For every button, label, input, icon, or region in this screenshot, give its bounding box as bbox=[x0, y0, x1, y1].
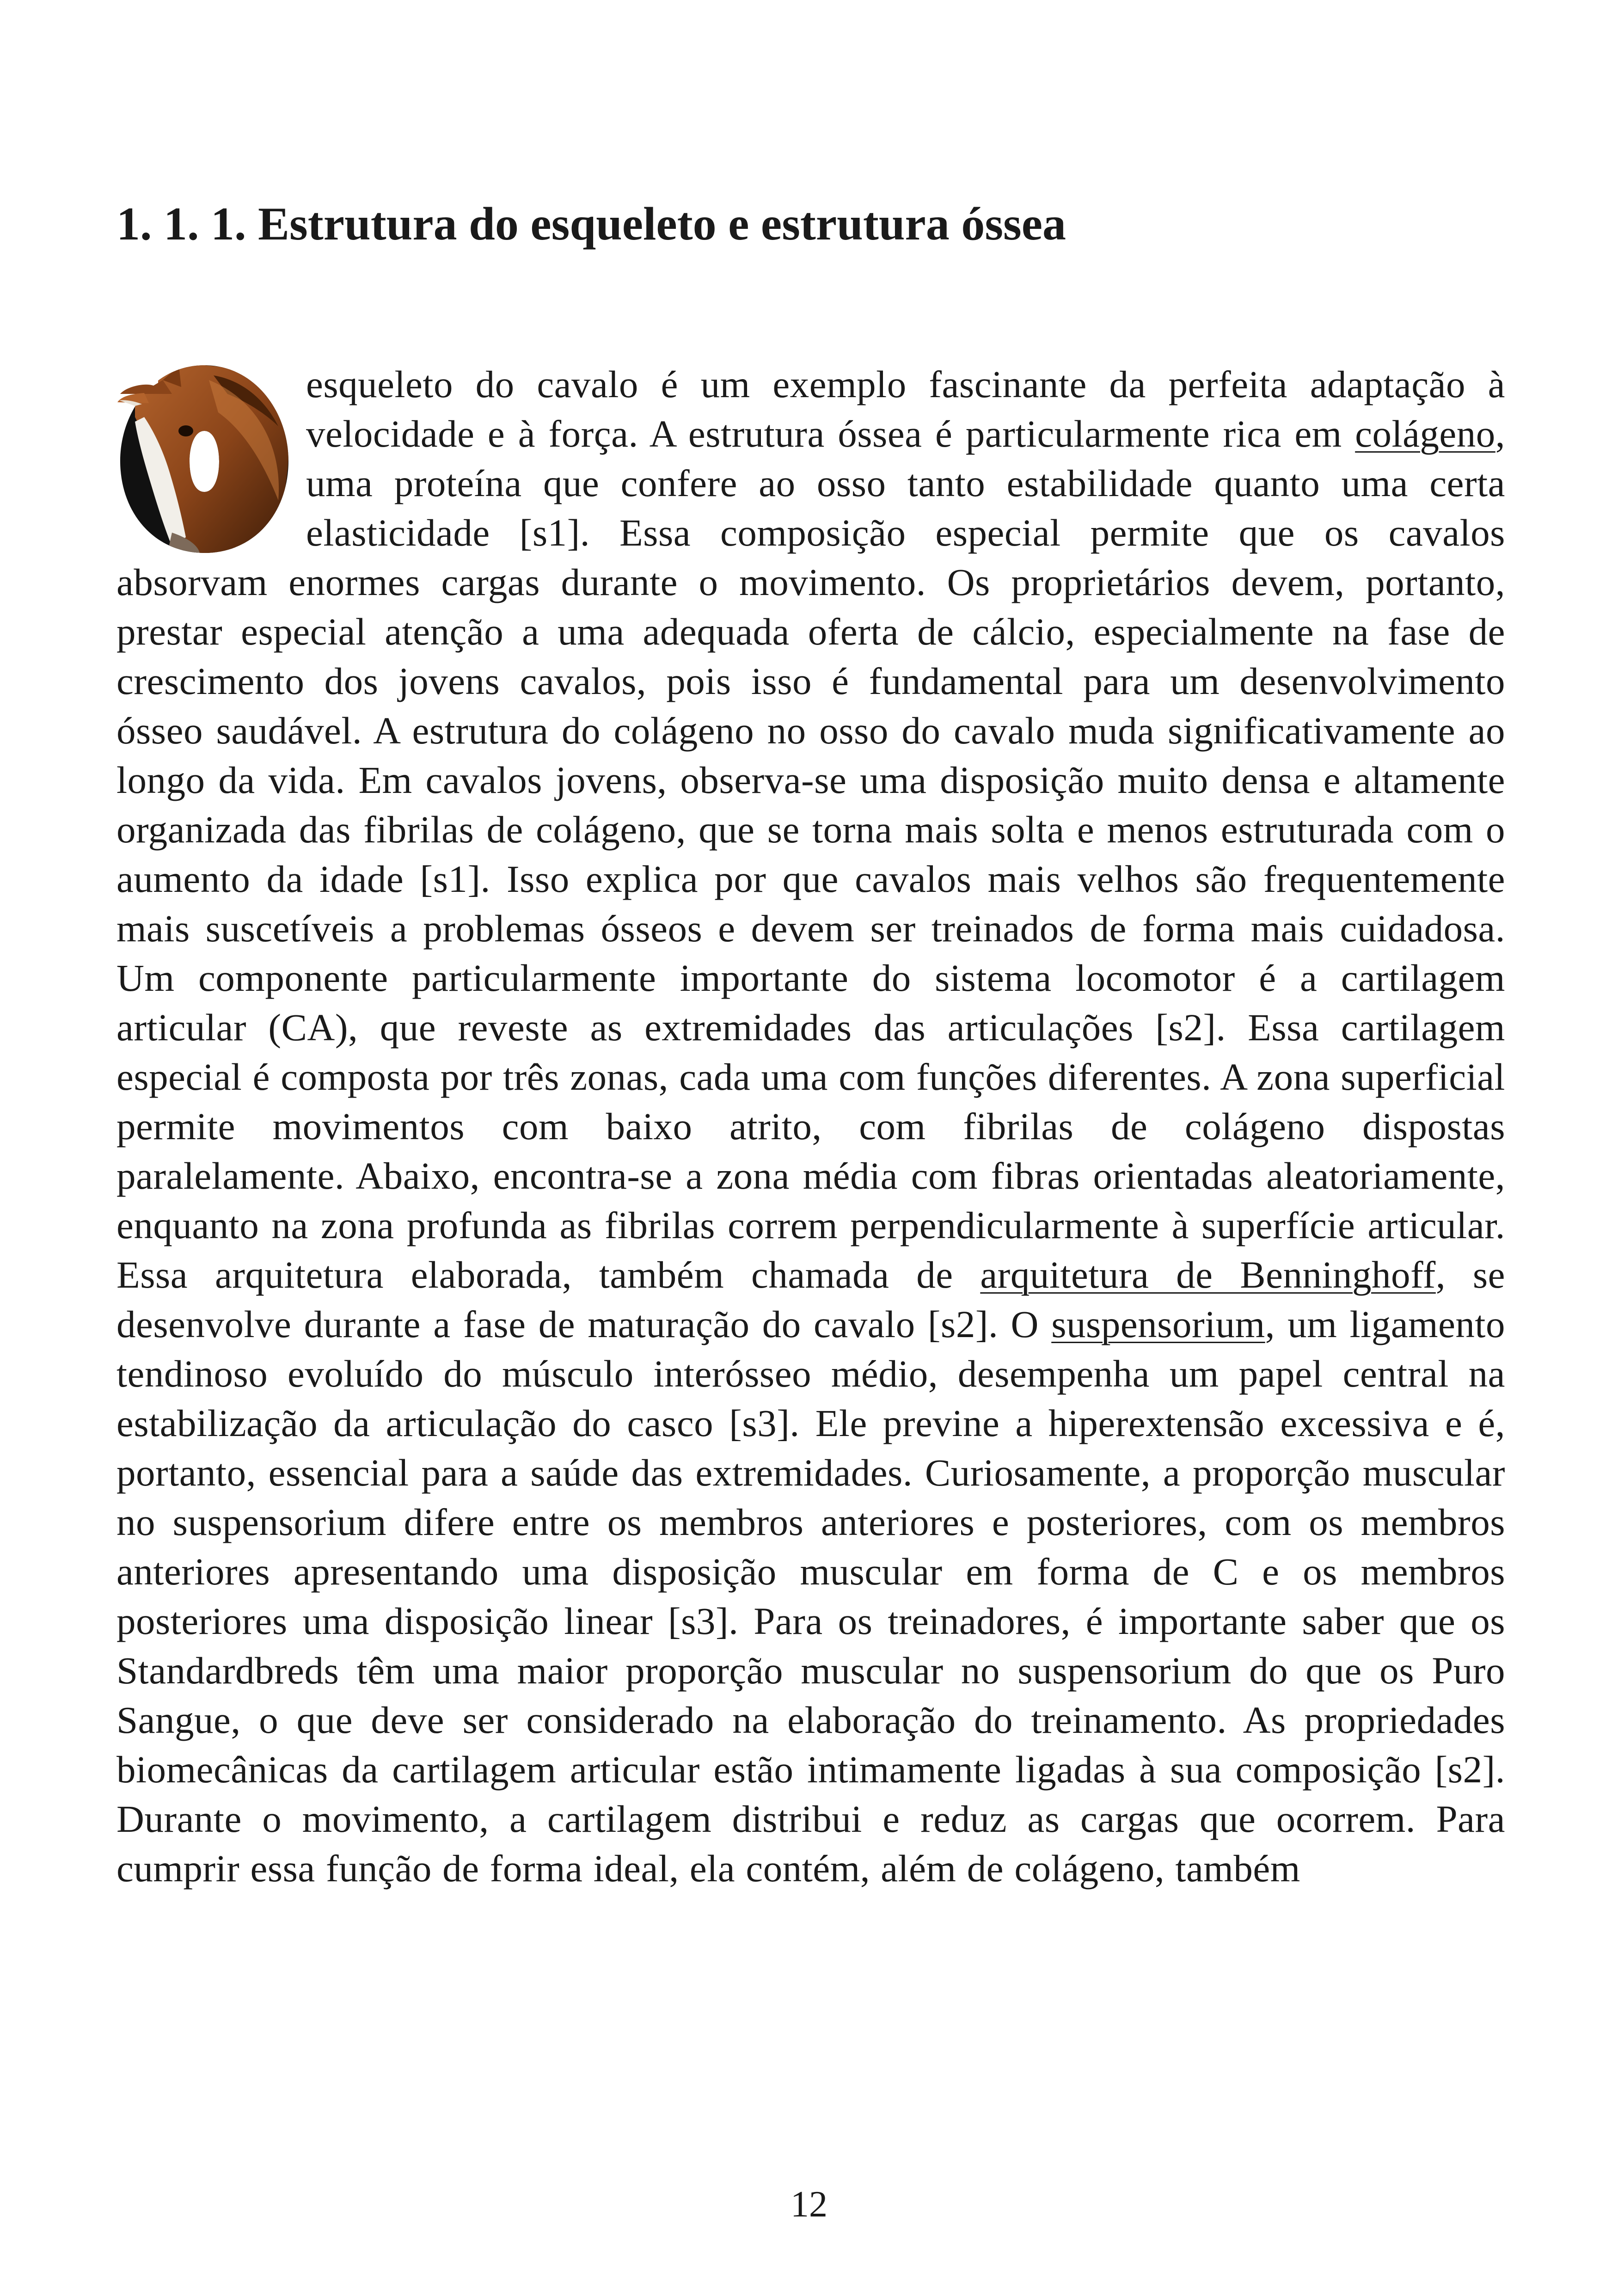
section-heading: 1. 1. 1. Estrutura do esqueleto e estrutura óssea bbox=[116, 198, 1066, 250]
term-collagen-link[interactable]: colágeno bbox=[1355, 412, 1495, 455]
horse-head-image bbox=[116, 362, 292, 557]
text-segment: , um ligamento tendinoso evoluído do músculo interósseo médio, desempenha um papel central na estabilização da articulação do casco [s3]. Ele previne a hiperextensão excessiva e é, portanto, essencial para a saúde das extremidades. Curiosamente, a proporção muscular no suspensorium difere entre os membros anteriores e posteriores, com os membros anteriores apresentando uma disposição muscular em forma de C e os membros posteriores uma disposição linear [s3]. Para os treinadores, é importante saber que os Standardbreds têm uma maior proporção muscular no suspensorium do que os Puro Sangue, o que deve ser considerado na elaboração do treinamento. As propriedades biomecânicas da cartilagem articular estão intimamente ligadas à sua composição [s2]. Durante o movimento, a cartilagem distribui e reduz as cargas que ocorrem. Para cumprir essa função de forma ideal, ela contém, além de colágeno, também bbox=[116, 1303, 1505, 1890]
term-suspensorium-link[interactable]: suspensorium bbox=[1051, 1303, 1265, 1345]
text-segment: , se desenvolve durante a fase de maturação do cavalo [s2]. O bbox=[116, 1253, 1506, 1345]
page-number: 12 bbox=[791, 2184, 827, 2225]
term-benninghoff-link[interactable]: arquitetura de Benninghoff bbox=[980, 1253, 1436, 1296]
body-paragraph bbox=[116, 360, 1505, 1893]
text-segment: esqueleto do cavalo é um exemplo fascinante da perfeita adaptação à velocidade e à força. A estrutura óssea é particularmente rica em bbox=[306, 363, 1505, 455]
text-segment: , uma proteína que confere ao osso tanto estabilidade quanto uma certa elasticidade [s1]. Essa composição especial permite que os cavalos absorvam enormes cargas durante o movimento. Os proprietários devem, portanto, prestar especial atenção a uma adequada oferta de cálcio, especialmente na fase de crescimento dos jovens cavalos, pois isso é fundamental para um desenvolvimento ósseo saudável. A estrutura do colágeno no osso do cavalo muda significativamente ao longo da vida. Em cavalos jovens, observa-se uma disposição muito densa e altamente organizada das fibrilas de colágeno, que se torna mais solta e menos estruturada com o aumento da idade [s1]. Isso explica por que cavalos mais velhos são frequentemente mais suscetíveis a problemas ósseos e devem ser treinados de forma mais cuidadosa. Um componente particularmente importante do sistema locomotor é a cartilagem articular (CA), que reveste as extremidades das articulações [s2]. Essa cartilagem especial é composta por três zonas, cada uma com funções diferentes. A zona superficial permite movimentos com baixo atrito, com fibrilas de colágeno dispostas paralelamente. Abaixo, encontra-se a zona média com fibras orientadas aleatoriamente, enquanto na zona profunda as fibrilas correm perpendicularmente à superfície articular. Essa arquitetura elaborada, também chamada de bbox=[116, 412, 1505, 1296]
